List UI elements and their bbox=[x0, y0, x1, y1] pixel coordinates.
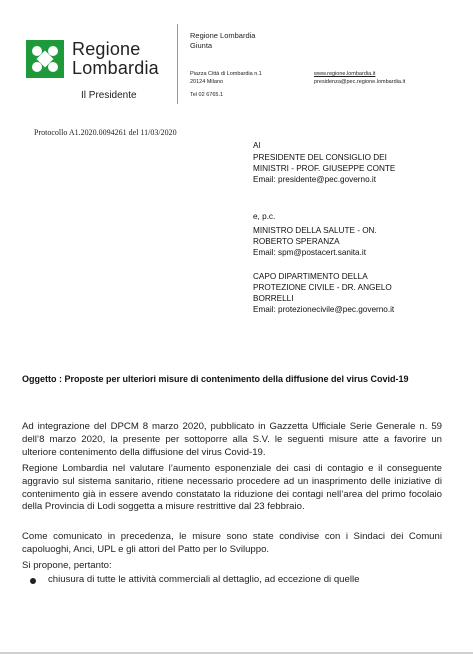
recipient-al: Al bbox=[253, 141, 261, 150]
body-paragraph-1: Ad integrazione del DPCM 8 marzo 2020, pubblicato in Gazzetta Ufficiale Serie Generale n. 59 dell’8 marzo 2020, la presente per sottoporre alla S.V. le seguenti misure atte a favorire un ulteriore contenimento della diffusione del virus Covid-19. bbox=[22, 421, 442, 458]
recipient-3-line-2: PROTEZIONE CIVILE - DR. ANGELO bbox=[253, 283, 392, 292]
recipient-3-line-1: CAPO DIPARTIMENTO DELLA bbox=[253, 272, 368, 281]
header-divider bbox=[177, 24, 178, 104]
recipient-civil-protection bbox=[253, 271, 394, 315]
subject-line: Oggetto : Proposte per ulteriori misure di contenimento della diffusione del virus Covid-19 bbox=[22, 374, 409, 384]
body-paragraph-2: Regione Lombardia nel valutare l’aumento esponenziale dei casi di contagio e il conseguente aggravio sul sistema sanitario, ritiene necessario procedere ad un inasprimento delle iniziative di contenimento già in essere avendo constatato la riduzione dei contagi nell’area del primo focolaio della Provincia di Lodi soggetta a misure restrittive dal 23 febbraio. bbox=[22, 463, 442, 513]
bullet-item-text: chiusura di tutte le attività commerciali al dettaglio, ad eccezione di quelle bbox=[48, 574, 360, 585]
recipient-1-line-2: MINISTRI - PROF. GIUSEPPE CONTE bbox=[253, 164, 396, 173]
header-address bbox=[190, 70, 262, 86]
bullet-dot-icon bbox=[30, 578, 36, 584]
recipient-1-email: Email: presidente@pec.governo.it bbox=[253, 175, 377, 184]
recipient-health-minister bbox=[253, 225, 377, 258]
recipient-2-line-2: ROBERTO SPERANZA bbox=[253, 237, 340, 246]
address-line-1: Piazza Città di Lombardia n.1 bbox=[190, 71, 262, 77]
website-link[interactable]: www.regione.lombardia.it bbox=[314, 71, 376, 77]
logo-line-2: Lombardia bbox=[72, 58, 159, 78]
header-organization bbox=[190, 31, 255, 51]
recipient-ep: e, p.c. bbox=[253, 212, 276, 221]
header-contacts bbox=[314, 70, 405, 86]
body-paragraph-3: Come comunicato in precedenza, le misure sono state condivise con i Sindaci dei Comuni capoluoghi, Anci, UPL e gli attori del Patto per lo Sviluppo. bbox=[22, 531, 442, 555]
recipient-1-line-1: PRESIDENTE DEL CONSIGLIO DEI bbox=[253, 153, 387, 162]
body-paragraph-4: Si propone, pertanto: bbox=[22, 560, 112, 571]
president-label: Il Presidente bbox=[81, 90, 137, 101]
org-line-1: Regione Lombardia bbox=[190, 31, 256, 40]
recipient-2-email: Email: spm@postacert.sanita.it bbox=[253, 248, 366, 257]
recipient-2-line-1: MINISTRO DELLA SALUTE - ON. bbox=[253, 226, 377, 235]
org-line-2: Giunta bbox=[190, 41, 213, 50]
address-line-2: 20124 Milano bbox=[190, 79, 224, 85]
page-bottom-edge bbox=[0, 652, 473, 654]
regione-lombardia-logo-icon bbox=[26, 40, 64, 78]
protocol-number: Protocollo A1.2020.0094261 del 11/03/2020 bbox=[34, 128, 177, 137]
header-telephone: Tel 02 6765.1 bbox=[190, 92, 224, 98]
logo-wordmark bbox=[72, 40, 159, 78]
recipient-prime-minister bbox=[253, 152, 395, 185]
recipient-3-email: Email: protezionecivile@pec.governo.it bbox=[253, 305, 395, 314]
recipient-3-line-3: BORRELLI bbox=[253, 294, 294, 303]
logo-line-1: Regione bbox=[72, 39, 141, 59]
pec-email: presidenza@pec.regione.lombardia.it bbox=[314, 79, 406, 85]
